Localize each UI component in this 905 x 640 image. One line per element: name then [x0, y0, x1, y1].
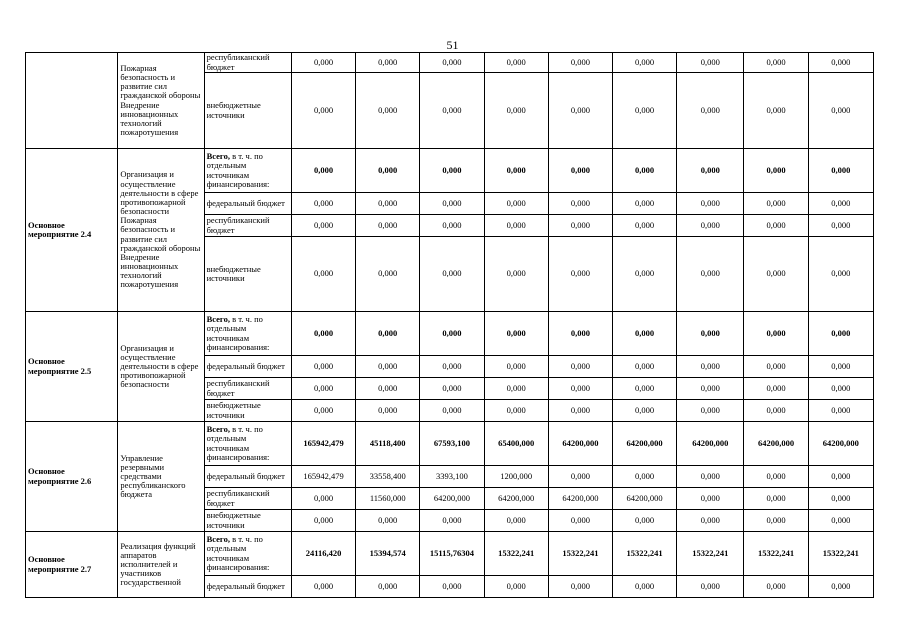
value-cell: 0,000 — [677, 312, 744, 356]
source-cell: республиканский бюджет — [204, 215, 291, 237]
value-cell: 0,000 — [677, 488, 744, 510]
value-cell: 0,000 — [484, 149, 548, 193]
value-cell: 0,000 — [484, 576, 548, 598]
value-cell: 0,000 — [613, 73, 677, 149]
value-cell: 0,000 — [744, 312, 808, 356]
value-cell: 15322,241 — [744, 532, 808, 576]
value-cell: 15322,241 — [484, 532, 548, 576]
value-cell: 0,000 — [677, 576, 744, 598]
source-cell: республиканский бюджет — [204, 53, 291, 73]
value-cell: 0,000 — [808, 193, 873, 215]
value-cell: 64200,000 — [808, 422, 873, 466]
value-cell: 0,000 — [744, 356, 808, 378]
value-cell: 0,000 — [484, 312, 548, 356]
value-cell: 0,000 — [677, 215, 744, 237]
value-cell: 0,000 — [808, 149, 873, 193]
value-cell: 0,000 — [356, 378, 420, 400]
value-cell: 0,000 — [613, 378, 677, 400]
source-cell: республиканский бюджет — [204, 488, 291, 510]
value-cell: 0,000 — [613, 466, 677, 488]
value-cell: 0,000 — [548, 73, 612, 149]
value-cell: 0,000 — [484, 510, 548, 532]
value-cell: 0,000 — [677, 237, 744, 312]
value-cell: 0,000 — [291, 53, 355, 73]
source-cell: внебюджетные источники — [204, 510, 291, 532]
value-cell: 0,000 — [484, 400, 548, 422]
value-cell: 0,000 — [420, 237, 484, 312]
source-cell: внебюджетные источники — [204, 237, 291, 312]
value-cell: 0,000 — [677, 466, 744, 488]
value-cell: 0,000 — [420, 510, 484, 532]
table-row — [26, 532, 874, 576]
source-cell: Всего, в т. ч. по отдельным источникам финансирования: — [204, 149, 291, 193]
table-row — [26, 312, 874, 356]
value-cell: 64200,000 — [420, 488, 484, 510]
value-cell: 0,000 — [291, 576, 355, 598]
value-cell: 0,000 — [744, 488, 808, 510]
source-cell: федеральный бюджет — [204, 356, 291, 378]
value-cell: 0,000 — [291, 193, 355, 215]
value-cell: 33558,400 — [356, 466, 420, 488]
value-cell: 0,000 — [808, 356, 873, 378]
value-cell: 0,000 — [677, 149, 744, 193]
description-cell: Реализация функций аппаратов исполнителей и участников государственной — [118, 532, 204, 598]
value-cell: 64200,000 — [548, 422, 612, 466]
value-cell: 0,000 — [744, 215, 808, 237]
value-cell: 0,000 — [744, 400, 808, 422]
value-cell: 0,000 — [548, 400, 612, 422]
value-cell: 0,000 — [677, 73, 744, 149]
value-cell: 64200,000 — [548, 488, 612, 510]
value-cell: 15322,241 — [548, 532, 612, 576]
value-cell: 0,000 — [613, 193, 677, 215]
value-cell: 0,000 — [613, 356, 677, 378]
value-cell: 0,000 — [613, 149, 677, 193]
table-row — [26, 422, 874, 466]
value-cell: 0,000 — [677, 53, 744, 73]
value-cell: 0,000 — [420, 356, 484, 378]
value-cell: 0,000 — [744, 576, 808, 598]
value-cell: 0,000 — [484, 73, 548, 149]
value-cell: 0,000 — [356, 356, 420, 378]
value-cell: 0,000 — [291, 149, 355, 193]
value-cell: 0,000 — [744, 149, 808, 193]
value-cell: 165942,479 — [291, 422, 355, 466]
value-cell: 0,000 — [808, 237, 873, 312]
value-cell: 0,000 — [484, 193, 548, 215]
value-cell: 65400,000 — [484, 422, 548, 466]
event-cell: Основное мероприятие 2.7 — [26, 532, 118, 598]
value-cell: 0,000 — [548, 215, 612, 237]
value-cell: 0,000 — [744, 466, 808, 488]
value-cell: 0,000 — [808, 312, 873, 356]
description-cell: Организация и осуществление деятельности в сфере противопожарной безопасности Пожарная безопасность и развитие сил гражданской обороны Внедрение инновационных технологий пожаротушения — [118, 149, 204, 312]
value-cell: 0,000 — [420, 193, 484, 215]
value-cell: 67593,100 — [420, 422, 484, 466]
value-cell: 0,000 — [356, 312, 420, 356]
value-cell: 64200,000 — [677, 422, 744, 466]
value-cell: 0,000 — [291, 378, 355, 400]
value-cell: 0,000 — [548, 378, 612, 400]
value-cell: 0,000 — [808, 488, 873, 510]
value-cell: 0,000 — [356, 149, 420, 193]
value-cell: 1200,000 — [484, 466, 548, 488]
value-cell: 15322,241 — [677, 532, 744, 576]
value-cell: 0,000 — [808, 53, 873, 73]
source-cell: федеральный бюджет — [204, 193, 291, 215]
value-cell: 0,000 — [484, 237, 548, 312]
description-cell: Организация и осуществление деятельности в сфере противопожарной безопасности — [118, 312, 204, 422]
value-cell: 0,000 — [291, 510, 355, 532]
value-cell: 0,000 — [420, 53, 484, 73]
value-cell: 15115,76304 — [420, 532, 484, 576]
value-cell: 0,000 — [484, 215, 548, 237]
page-number: 51 — [446, 38, 459, 52]
value-cell: 0,000 — [291, 312, 355, 356]
table-row — [26, 53, 874, 73]
description-cell: Пожарная безопасность и развитие сил гражданской обороны Внедрение инновационных технологий пожаротушения — [118, 53, 204, 149]
value-cell: 0,000 — [808, 510, 873, 532]
value-cell: 0,000 — [613, 215, 677, 237]
value-cell: 64200,000 — [613, 488, 677, 510]
value-cell: 0,000 — [291, 488, 355, 510]
value-cell: 0,000 — [744, 193, 808, 215]
value-cell: 0,000 — [484, 53, 548, 73]
value-cell: 11560,000 — [356, 488, 420, 510]
value-cell: 15322,241 — [613, 532, 677, 576]
value-cell: 0,000 — [613, 312, 677, 356]
value-cell: 0,000 — [548, 237, 612, 312]
value-cell: 0,000 — [356, 237, 420, 312]
source-cell: внебюджетные источники — [204, 73, 291, 149]
value-cell: 0,000 — [808, 73, 873, 149]
event-cell: Основное мероприятие 2.5 — [26, 312, 118, 422]
source-cell: федеральный бюджет — [204, 466, 291, 488]
source-cell: федеральный бюджет — [204, 576, 291, 598]
value-cell: 0,000 — [484, 356, 548, 378]
value-cell: 0,000 — [677, 400, 744, 422]
value-cell: 0,000 — [744, 510, 808, 532]
value-cell: 0,000 — [808, 576, 873, 598]
value-cell: 0,000 — [677, 193, 744, 215]
value-cell: 0,000 — [420, 576, 484, 598]
value-cell: 64200,000 — [613, 422, 677, 466]
value-cell: 0,000 — [808, 466, 873, 488]
value-cell: 0,000 — [744, 73, 808, 149]
source-cell: Всего, в т. ч. по отдельным источникам финансирования: — [204, 532, 291, 576]
value-cell: 0,000 — [548, 193, 612, 215]
source-cell: внебюджетные источники — [204, 400, 291, 422]
value-cell: 0,000 — [420, 215, 484, 237]
source-cell: Всего, в т. ч. по отдельным источникам финансирования: — [204, 422, 291, 466]
value-cell: 0,000 — [808, 400, 873, 422]
value-cell: 45118,400 — [356, 422, 420, 466]
value-cell: 0,000 — [420, 149, 484, 193]
source-cell: республиканский бюджет — [204, 378, 291, 400]
value-cell: 0,000 — [291, 73, 355, 149]
value-cell: 0,000 — [420, 378, 484, 400]
value-cell: 64200,000 — [744, 422, 808, 466]
value-cell: 0,000 — [420, 73, 484, 149]
description-cell: Управление резервными средствами республиканского бюджета — [118, 422, 204, 532]
value-cell: 0,000 — [744, 378, 808, 400]
value-cell: 24116,420 — [291, 532, 355, 576]
value-cell: 0,000 — [356, 53, 420, 73]
event-cell: Основное мероприятие 2.4 — [26, 149, 118, 312]
value-cell: 0,000 — [613, 576, 677, 598]
value-cell: 0,000 — [613, 400, 677, 422]
value-cell: 0,000 — [356, 510, 420, 532]
value-cell: 15322,241 — [808, 532, 873, 576]
value-cell: 0,000 — [484, 378, 548, 400]
value-cell: 0,000 — [356, 193, 420, 215]
event-cell: Основное мероприятие 2.6 — [26, 422, 118, 532]
value-cell: 0,000 — [291, 356, 355, 378]
value-cell: 0,000 — [356, 576, 420, 598]
value-cell: 0,000 — [291, 237, 355, 312]
value-cell: 0,000 — [548, 576, 612, 598]
value-cell: 0,000 — [808, 215, 873, 237]
value-cell: 64200,000 — [484, 488, 548, 510]
value-cell: 0,000 — [613, 53, 677, 73]
value-cell: 0,000 — [548, 466, 612, 488]
value-cell: 0,000 — [677, 510, 744, 532]
value-cell: 0,000 — [548, 149, 612, 193]
value-cell: 0,000 — [677, 356, 744, 378]
value-cell: 0,000 — [291, 400, 355, 422]
value-cell: 0,000 — [420, 400, 484, 422]
value-cell: 0,000 — [356, 73, 420, 149]
value-cell: 0,000 — [744, 237, 808, 312]
value-cell: 0,000 — [356, 215, 420, 237]
event-cell — [26, 53, 118, 149]
value-cell: 0,000 — [420, 312, 484, 356]
value-cell: 0,000 — [356, 400, 420, 422]
value-cell: 0,000 — [291, 215, 355, 237]
value-cell: 0,000 — [744, 53, 808, 73]
value-cell: 0,000 — [548, 510, 612, 532]
table-row — [26, 149, 874, 193]
value-cell: 0,000 — [677, 378, 744, 400]
budget-table — [25, 52, 874, 598]
value-cell: 0,000 — [613, 237, 677, 312]
value-cell: 165942,479 — [291, 466, 355, 488]
value-cell: 0,000 — [808, 378, 873, 400]
value-cell: 0,000 — [613, 510, 677, 532]
value-cell: 0,000 — [548, 312, 612, 356]
value-cell: 0,000 — [548, 53, 612, 73]
value-cell: 15394,574 — [356, 532, 420, 576]
source-cell: Всего, в т. ч. по отдельным источникам финансирования: — [204, 312, 291, 356]
value-cell: 0,000 — [548, 356, 612, 378]
value-cell: 3393,100 — [420, 466, 484, 488]
